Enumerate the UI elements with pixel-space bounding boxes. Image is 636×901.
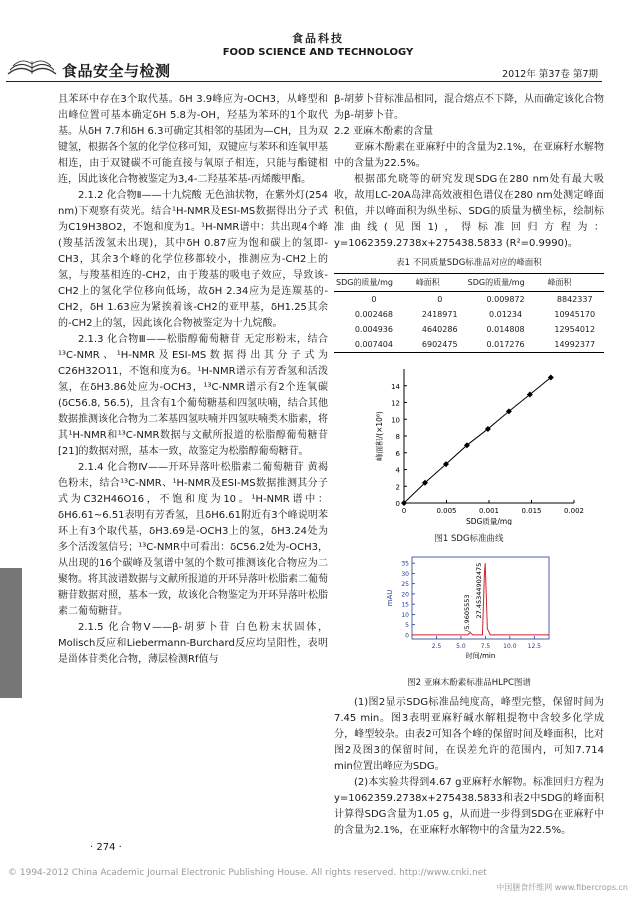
journal-title-en: FOOD SCIENCE AND TECHNOLOGY bbox=[222, 47, 414, 58]
table-cell: 0 bbox=[371, 295, 377, 304]
paragraph: 根据邵允晓等的研究发现SDG在280 nm处有最大吸收，故用LC-20A岛津高效液相色谱仪在280 nm处测定峰面积值，并以峰面积为纵坐标、SDG的质量为横坐标，绘制标准曲线(见图1)，得标准回归方程为：y=1062359.2738x+275438.5833 (R²=0.9990)。 bbox=[334, 174, 604, 249]
page-number: · 274 · bbox=[90, 842, 122, 853]
y-tick-label: 14 bbox=[391, 382, 400, 391]
paragraph: 亚麻木酚素在亚麻籽中的含量为2.1%，在亚麻籽水解物中的含量为22.5%。 bbox=[334, 142, 604, 169]
figure-caption: 图2 亚麻木酚素标准品HLPC图谱 bbox=[407, 678, 531, 688]
paragraph: β-胡萝卜苷标准品相同，混合熔点不下降，从而确定该化合物为β-胡萝卜苷。 bbox=[334, 94, 604, 121]
table-cell: 8842337 bbox=[556, 295, 593, 304]
left-column bbox=[58, 92, 328, 668]
section-title: 食品安全与检测 bbox=[62, 62, 171, 80]
y-tick-label: 10 bbox=[401, 611, 409, 619]
sdg-table bbox=[334, 273, 604, 353]
table-cell: 0.014808 bbox=[486, 325, 525, 334]
figure-1 bbox=[334, 357, 604, 531]
subsection-heading: 2.1.4 化合物Ⅳ——开环异落叶松脂素二葡萄糖苷 bbox=[78, 462, 304, 473]
paragraph: 2.1.2 化合物Ⅱ——十九烷酸 无色油状物，在紫外灯(254 nm)下观察有荧光。结合¹H-NMR及ESI-MS数据得出分子式为C19H38O2，不饱和度为1。¹H-NMR谱中：共出现4个峰(羧基活泼氢未出现)，其中δH 0.87应为饱和碳上的氢即-CH3，其余3个峰的化学位移都较小，推测应为-CH2上的氢，与羧基相连的-CH2，由于羧基的吸电子效应，导致该-CH2上的氢化学位移向低场，故δH 2.34应为是连羰基的-CH2，δH 1.63应为紧挨着该-CH2的亚甲基，δH1.25其余的-CH2上的氢，因此该化合物被鉴定为十九烷酸。 bbox=[58, 190, 328, 329]
x-tick-label: 0.001 bbox=[478, 507, 500, 515]
table-cell: 0 bbox=[437, 295, 443, 304]
peak-label: /5.9605553 bbox=[463, 594, 472, 632]
site-watermark: 中国膳食纤维网 www.fibercrops.cn bbox=[496, 883, 628, 892]
table-header: SDG的质量/mg bbox=[334, 274, 414, 292]
y-tick-label: 8 bbox=[395, 433, 400, 441]
paragraph: 2.1.4 化合物Ⅳ——开环异落叶松脂素二葡萄糖苷 黄褐色粉末，结合¹³C-NMR、¹H-NMR及ESI-MS数据推测其分子式为C32H46O16，不饱和度为10。¹H-NMR谱中：δH6.61~6.51表明有芳香氢，且δH6.61附近有3个峰说明苯环上有3个取代基，δH3.69是-OCH3上的氢，δH3.24处为多个活泼氢信号；¹³C-NMR中可看出：δC56.2处为-OCH3，从出现的16个碳峰及氢谱中氢的个数可推测该化合物应为二聚物。将其波谱数据与文献所报道的开环异落叶松脂素二葡萄糖苷数据对照，基本一致，故该化合物鉴定为开环异落叶松脂素二葡萄糖苷。 bbox=[58, 462, 328, 617]
section-heading: 2.2 亚麻木酚素的含量 bbox=[334, 126, 434, 137]
table-cell: 0.007404 bbox=[334, 337, 414, 353]
table-cell: 10945170 bbox=[554, 310, 596, 319]
subsection-heading: 2.1.2 化合物Ⅱ——十九烷酸 bbox=[78, 190, 202, 201]
journal-title-cn: 食品科技 bbox=[292, 32, 344, 45]
paragraph: 2.1.5 化合物Ⅴ——β-胡萝卜苷 白色粉末状固体，Molisch反应和Liebermann-Burchard反应均呈阳性，表明是甾体苷类化合物，薄层检测Rf值与 bbox=[58, 622, 328, 665]
table-cell: 0.009872 bbox=[486, 295, 525, 304]
x-tick-label: 12.5 bbox=[527, 643, 542, 650]
y-tick-label: 6 bbox=[395, 449, 400, 458]
figure-caption: 图1 SDG标准曲线 bbox=[434, 534, 504, 544]
copyright-footer: © 1994-2012 China Academic Journal Electronic Publishing House. All rights reserved. http://www.cnki.net bbox=[8, 868, 487, 878]
y-tick-label: 30 bbox=[401, 570, 409, 578]
table-caption: 表1 不同质量SDG标准品对应的峰面积 bbox=[396, 258, 542, 268]
y-axis-label: 峰面积/(×10⁶) bbox=[375, 411, 384, 461]
y-tick-label: 35 bbox=[401, 560, 409, 568]
y-axis-label: mAU bbox=[386, 589, 394, 607]
y-tick-label: 5 bbox=[405, 622, 409, 630]
y-tick-label: 12 bbox=[391, 399, 400, 408]
table-cell: 2418971 bbox=[421, 310, 458, 319]
y-tick-label: 2 bbox=[395, 483, 400, 492]
x-tick-label: 2.5 bbox=[431, 643, 442, 650]
paragraph: 且苯环中存在3个取代基。δH 3.9峰应为-OCH3，从峰型和出峰位置可基本确定δH 5.8为-OH，羟基为苯环的1个取代基。从δH 7.7和δH 6.3可确定其相邻的基团为—CH，且为双键氢，根据各个氢的化学位移可知，双键应与苯环和连氧甲基相连，由于双键碳不可能直接与氧原子相连，只能与酯键相连，因此该化合物被鉴定为3,4-二羟基苯基-丙烯酸甲酯。 bbox=[58, 94, 328, 185]
header-rule bbox=[6, 81, 602, 82]
table-cell: 6902475 bbox=[414, 337, 466, 353]
table-header: SDG的质量/mg bbox=[466, 274, 546, 292]
volume-issue: 2012年 第37卷 第7期 bbox=[502, 69, 598, 80]
y-tick-label: 4 bbox=[395, 466, 400, 475]
x-tick-label: 10.0 bbox=[503, 643, 517, 650]
right-column bbox=[334, 92, 604, 839]
y-tick-label: 0 bbox=[405, 632, 409, 640]
peak-label: 27.45344902475 bbox=[475, 562, 484, 619]
table-cell: 0.002468 bbox=[354, 310, 393, 319]
x-tick-label: 0.002 bbox=[563, 507, 585, 515]
table-row bbox=[334, 337, 604, 353]
y-tick-label: 10 bbox=[391, 416, 400, 425]
table-cell: 0.004936 bbox=[354, 325, 393, 334]
x-axis-label: SDG质量/mg bbox=[466, 517, 512, 525]
x-tick-label: 5.0 bbox=[456, 643, 466, 650]
y-tick-label: 20 bbox=[401, 591, 409, 599]
y-tick-label: 15 bbox=[401, 601, 409, 609]
paragraph: 2.1.3 化合物Ⅲ——松脂醇葡萄糖苷 无定形粉末，结合¹³C-NMR、¹H-NMR及ESI-MS数据得出其分子式为C26H32O11，不饱和度为6。¹H-NMR谱示有芳香氢和活泼氢，在δH3.86处应为-OCH3，¹³C-NMR谱示有2个连氧碳(δC56.8, 56.5)，且含有1个葡萄糖基和四氢呋喃，结合其他数据推测该化合物为二苯基四氢呋喃并四氢呋喃类木脂素，将其¹H-NMR和¹³C-NMR数据与文献所报道的松脂醇葡萄糖苷[21]的数据对照，基本一致，故鉴定为松脂醇葡萄糖苷。 bbox=[58, 334, 328, 457]
x-tick-label: 0 bbox=[401, 507, 407, 515]
y-tick-label: 25 bbox=[401, 581, 409, 589]
x-axis-label: 时间/min bbox=[465, 652, 496, 660]
table-header: 峰面积 bbox=[414, 274, 466, 292]
page-edge-tab bbox=[0, 568, 22, 698]
table-cell: 12954012 bbox=[554, 325, 596, 334]
sdg-standard-curve-chart bbox=[334, 357, 604, 525]
table-row bbox=[334, 307, 604, 322]
x-tick-label: 7.5 bbox=[480, 643, 491, 650]
paragraph: (2)本实验共得到4.67 g亚麻籽水解物。标准回归方程为y=1062359.2738x+275438.5833和表2中SDG的峰面积计算得SDG含量为1.05 g，从而进一步得到SDG在亚麻籽中的含量为2.1%，在亚麻籽水解物中的含量为22.5%。 bbox=[334, 777, 604, 836]
table-cell: 0.01234 bbox=[489, 310, 523, 319]
figure-2 bbox=[334, 551, 604, 675]
x-tick-label: 0.015 bbox=[521, 507, 542, 515]
table-row bbox=[334, 292, 604, 308]
subsection-heading: 2.1.3 化合物Ⅲ——松脂醇葡萄糖苷 bbox=[78, 334, 241, 345]
table-header: 峰面积 bbox=[545, 274, 604, 292]
paragraph: (1)图2显示SDG标准品纯度高，峰型完整，保留时间为7.45 min。图3表明亚麻籽碱水解粗提物中含较多化学成分，峰型较杂。由表2可知各个峰的保留时间及峰面积，比对图2及图3的保留时间，在误差允许的范围内，可知7.714 min位置出峰应为SDG。 bbox=[334, 697, 604, 772]
table-cell: 4640286 bbox=[421, 325, 458, 334]
table-cell: 0.017276 bbox=[466, 337, 546, 353]
table-row bbox=[334, 322, 604, 337]
table-cell: 14992377 bbox=[545, 337, 604, 353]
hplc-chromatogram-chart bbox=[334, 551, 604, 669]
x-tick-label: 0.005 bbox=[436, 507, 457, 515]
subsection-heading: 2.1.5 化合物Ⅴ——β-胡萝卜苷 bbox=[78, 622, 231, 633]
y-tick-label: 0 bbox=[395, 500, 400, 508]
